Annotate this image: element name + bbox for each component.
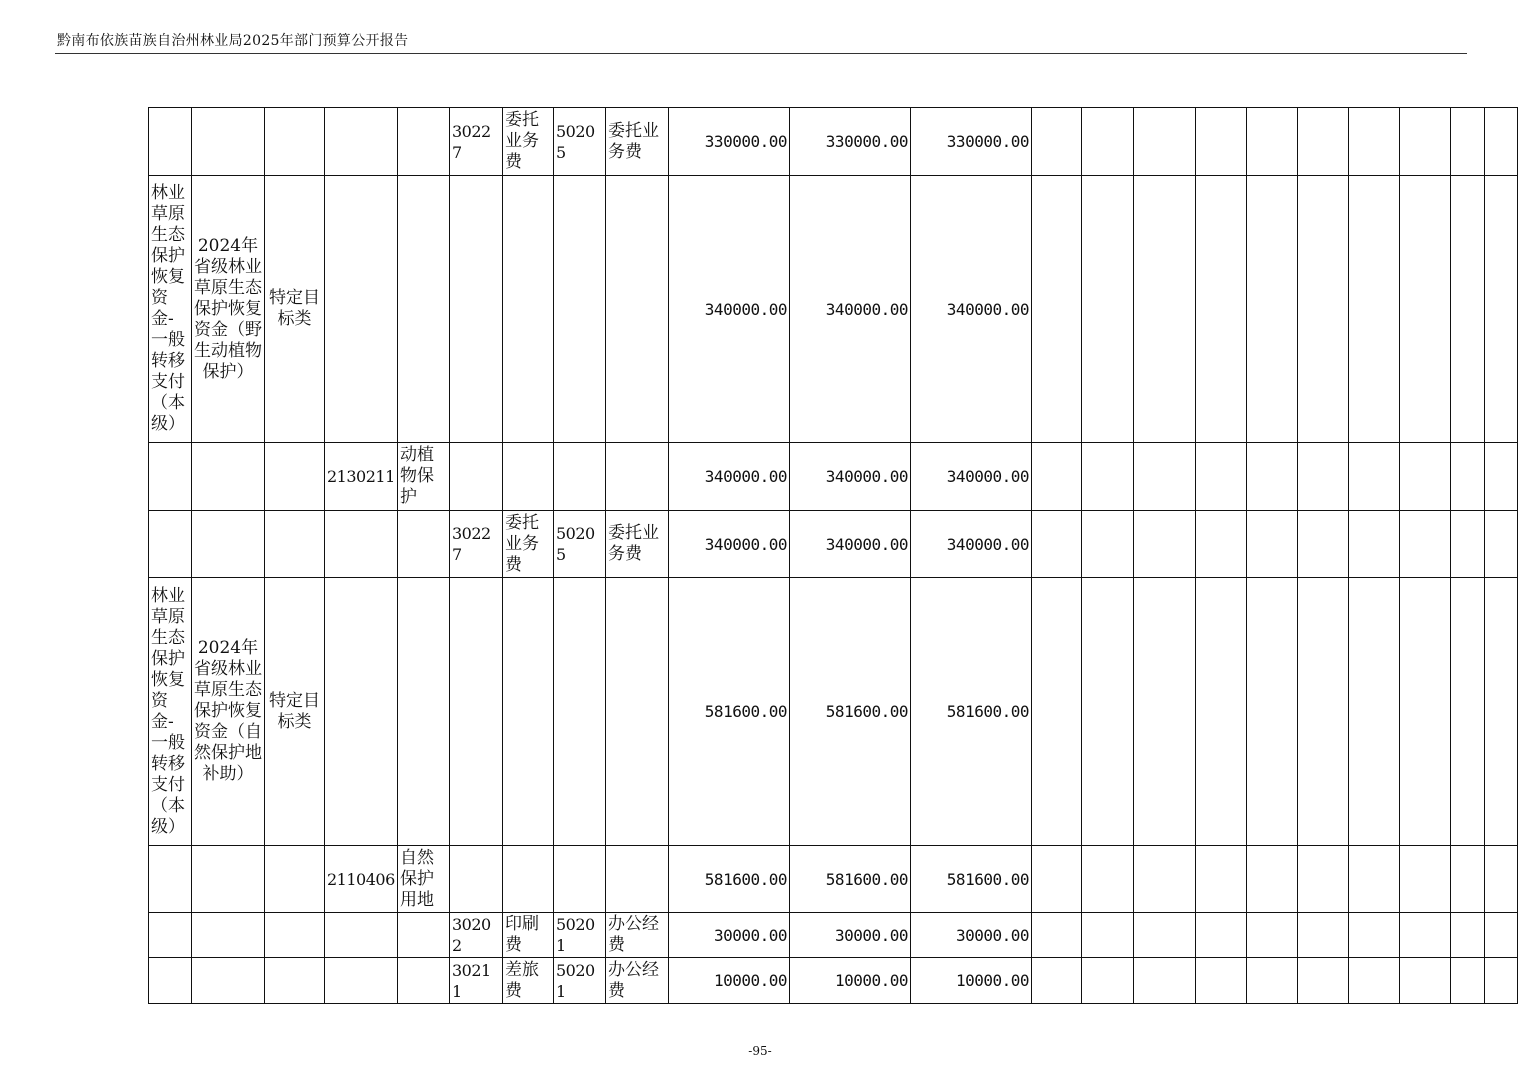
empty-cell	[1082, 846, 1134, 913]
general-budget-cell: 330000.00	[790, 108, 911, 176]
fund-source-cell	[149, 913, 192, 958]
dept-econ-code-cell: 30211	[450, 958, 503, 1004]
empty-cell	[1451, 443, 1485, 511]
empty-cell	[1134, 958, 1196, 1004]
empty-cell	[1247, 108, 1298, 176]
fiscal-appropriation-cell: 581600.00	[911, 578, 1032, 846]
empty-cell	[1134, 443, 1196, 511]
empty-cell	[1400, 578, 1451, 846]
empty-cell	[1298, 913, 1349, 958]
page-number: -95-	[748, 1044, 772, 1058]
project-name-cell	[192, 108, 265, 176]
empty-cell	[1400, 913, 1451, 958]
table-row	[149, 511, 1518, 578]
function-code-cell	[325, 176, 398, 443]
gov-econ-name-cell	[606, 443, 669, 511]
project-name-cell: 2024年省级林业草原生态保护恢复资金（自然保护地补助）	[192, 578, 265, 846]
table-row	[149, 913, 1518, 958]
empty-cell	[1196, 108, 1247, 176]
gov-econ-name-cell	[606, 578, 669, 846]
function-name-cell	[398, 578, 450, 846]
empty-cell	[1485, 443, 1518, 511]
empty-cell	[1451, 958, 1485, 1004]
dept-econ-code-cell: 30227	[450, 108, 503, 176]
project-category-cell	[265, 108, 325, 176]
fund-source-cell	[149, 958, 192, 1004]
general-budget-cell: 340000.00	[790, 176, 911, 443]
fund-source-cell	[149, 108, 192, 176]
table-row	[149, 108, 1518, 176]
project-category-cell: 特定目标类	[265, 176, 325, 443]
gov-econ-code-cell: 50205	[554, 511, 606, 578]
empty-cell	[1082, 108, 1134, 176]
empty-cell	[1349, 913, 1400, 958]
fund-source-cell	[149, 443, 192, 511]
table-row	[149, 176, 1518, 443]
function-name-cell	[398, 108, 450, 176]
function-code-cell	[325, 958, 398, 1004]
empty-cell	[1247, 511, 1298, 578]
fiscal-appropriation-cell: 30000.00	[911, 913, 1032, 958]
empty-cell	[1134, 108, 1196, 176]
empty-cell	[1451, 176, 1485, 443]
fiscal-appropriation-cell: 10000.00	[911, 958, 1032, 1004]
gov-econ-code-cell	[554, 176, 606, 443]
empty-cell	[1032, 108, 1082, 176]
project-name-cell	[192, 958, 265, 1004]
empty-cell	[1349, 511, 1400, 578]
empty-cell	[1349, 578, 1400, 846]
general-budget-cell: 340000.00	[790, 511, 911, 578]
function-code-cell: 2110406	[325, 846, 398, 913]
empty-cell	[1196, 913, 1247, 958]
total-amount-cell: 330000.00	[669, 108, 790, 176]
empty-cell	[1082, 958, 1134, 1004]
empty-cell	[1400, 846, 1451, 913]
empty-cell	[1485, 578, 1518, 846]
empty-cell	[1032, 578, 1082, 846]
gov-econ-code-cell	[554, 578, 606, 846]
empty-cell	[1400, 176, 1451, 443]
fiscal-appropriation-cell: 581600.00	[911, 846, 1032, 913]
table-row	[149, 443, 1518, 511]
empty-cell	[1082, 578, 1134, 846]
project-name-cell	[192, 511, 265, 578]
fund-source-cell	[149, 846, 192, 913]
empty-cell	[1485, 108, 1518, 176]
function-name-cell	[398, 511, 450, 578]
empty-cell	[1032, 846, 1082, 913]
dept-econ-code-cell: 30227	[450, 511, 503, 578]
dept-econ-name-cell: 差旅费	[503, 958, 554, 1004]
empty-cell	[1485, 958, 1518, 1004]
empty-cell	[1196, 443, 1247, 511]
project-category-cell	[265, 958, 325, 1004]
project-category-cell	[265, 511, 325, 578]
empty-cell	[1400, 108, 1451, 176]
empty-cell	[1298, 958, 1349, 1004]
general-budget-cell: 340000.00	[790, 443, 911, 511]
function-name-cell	[398, 176, 450, 443]
empty-cell	[1134, 846, 1196, 913]
project-category-cell	[265, 913, 325, 958]
dept-econ-code-cell	[450, 846, 503, 913]
empty-cell	[1349, 443, 1400, 511]
project-name-cell	[192, 913, 265, 958]
gov-econ-name-cell	[606, 846, 669, 913]
gov-econ-code-cell: 50201	[554, 958, 606, 1004]
empty-cell	[1196, 176, 1247, 443]
empty-cell	[1400, 958, 1451, 1004]
empty-cell	[1247, 958, 1298, 1004]
empty-cell	[1247, 846, 1298, 913]
empty-cell	[1451, 913, 1485, 958]
fiscal-appropriation-cell: 340000.00	[911, 443, 1032, 511]
function-name-cell: 动植物保护	[398, 443, 450, 511]
empty-cell	[1032, 511, 1082, 578]
general-budget-cell: 581600.00	[790, 846, 911, 913]
empty-cell	[1196, 578, 1247, 846]
empty-cell	[1134, 176, 1196, 443]
dept-econ-name-cell	[503, 846, 554, 913]
dept-econ-name-cell	[503, 443, 554, 511]
empty-cell	[1032, 913, 1082, 958]
function-name-cell	[398, 958, 450, 1004]
dept-econ-name-cell: 印刷费	[503, 913, 554, 958]
function-code-cell	[325, 108, 398, 176]
dept-econ-code-cell	[450, 578, 503, 846]
empty-cell	[1196, 958, 1247, 1004]
function-code-cell	[325, 511, 398, 578]
gov-econ-code-cell	[554, 443, 606, 511]
report-header-title: 黔南布依族苗族自治州林业局2025年部门预算公开报告	[57, 33, 409, 49]
empty-cell	[1247, 913, 1298, 958]
dept-econ-name-cell: 委托业务费	[503, 108, 554, 176]
total-amount-cell: 340000.00	[669, 176, 790, 443]
empty-cell	[1134, 578, 1196, 846]
fund-source-cell: 林业草原生态保护恢复资金-一般转移支付（本级）	[149, 176, 192, 443]
dept-econ-name-cell: 委托业务费	[503, 511, 554, 578]
empty-cell	[1196, 511, 1247, 578]
empty-cell	[1400, 443, 1451, 511]
dept-econ-code-cell	[450, 443, 503, 511]
empty-cell	[1082, 913, 1134, 958]
empty-cell	[1032, 958, 1082, 1004]
total-amount-cell: 581600.00	[669, 578, 790, 846]
empty-cell	[1349, 958, 1400, 1004]
fiscal-appropriation-cell: 340000.00	[911, 176, 1032, 443]
empty-cell	[1400, 511, 1451, 578]
empty-cell	[1134, 913, 1196, 958]
gov-econ-name-cell	[606, 176, 669, 443]
fund-source-cell: 林业草原生态保护恢复资金-一般转移支付（本级）	[149, 578, 192, 846]
empty-cell	[1196, 846, 1247, 913]
budget-table	[148, 107, 1518, 1004]
empty-cell	[1451, 846, 1485, 913]
fiscal-appropriation-cell: 340000.00	[911, 511, 1032, 578]
empty-cell	[1451, 578, 1485, 846]
general-budget-cell: 581600.00	[790, 578, 911, 846]
empty-cell	[1451, 511, 1485, 578]
gov-econ-name-cell: 委托业务费	[606, 108, 669, 176]
gov-econ-name-cell: 办公经费	[606, 913, 669, 958]
function-code-cell	[325, 913, 398, 958]
gov-econ-name-cell: 委托业务费	[606, 511, 669, 578]
project-category-cell	[265, 443, 325, 511]
empty-cell	[1082, 176, 1134, 443]
empty-cell	[1298, 108, 1349, 176]
total-amount-cell: 581600.00	[669, 846, 790, 913]
function-code-cell	[325, 578, 398, 846]
table-row	[149, 958, 1518, 1004]
empty-cell	[1247, 578, 1298, 846]
gov-econ-code-cell	[554, 846, 606, 913]
gov-econ-name-cell: 办公经费	[606, 958, 669, 1004]
empty-cell	[1485, 511, 1518, 578]
empty-cell	[1298, 511, 1349, 578]
gov-econ-code-cell: 50201	[554, 913, 606, 958]
empty-cell	[1247, 443, 1298, 511]
empty-cell	[1349, 846, 1400, 913]
dept-econ-code-cell: 30202	[450, 913, 503, 958]
dept-econ-code-cell	[450, 176, 503, 443]
project-category-cell	[265, 846, 325, 913]
project-name-cell	[192, 443, 265, 511]
project-name-cell: 2024年省级林业草原生态保护恢复资金（野生动植物保护）	[192, 176, 265, 443]
total-amount-cell: 340000.00	[669, 511, 790, 578]
function-code-cell: 2130211	[325, 443, 398, 511]
general-budget-cell: 10000.00	[790, 958, 911, 1004]
function-name-cell	[398, 913, 450, 958]
empty-cell	[1032, 176, 1082, 443]
empty-cell	[1451, 108, 1485, 176]
gov-econ-code-cell: 50205	[554, 108, 606, 176]
table-row	[149, 846, 1518, 913]
empty-cell	[1032, 443, 1082, 511]
empty-cell	[1082, 511, 1134, 578]
empty-cell	[1247, 176, 1298, 443]
empty-cell	[1485, 176, 1518, 443]
project-category-cell: 特定目标类	[265, 578, 325, 846]
empty-cell	[1298, 443, 1349, 511]
empty-cell	[1485, 913, 1518, 958]
fiscal-appropriation-cell: 330000.00	[911, 108, 1032, 176]
total-amount-cell: 340000.00	[669, 443, 790, 511]
empty-cell	[1298, 846, 1349, 913]
empty-cell	[1485, 846, 1518, 913]
header-divider	[55, 53, 1467, 54]
dept-econ-name-cell	[503, 176, 554, 443]
total-amount-cell: 10000.00	[669, 958, 790, 1004]
function-name-cell: 自然保护用地	[398, 846, 450, 913]
empty-cell	[1349, 108, 1400, 176]
fund-source-cell	[149, 511, 192, 578]
empty-cell	[1134, 511, 1196, 578]
empty-cell	[1298, 176, 1349, 443]
empty-cell	[1298, 578, 1349, 846]
table-row	[149, 578, 1518, 846]
total-amount-cell: 30000.00	[669, 913, 790, 958]
general-budget-cell: 30000.00	[790, 913, 911, 958]
empty-cell	[1349, 176, 1400, 443]
project-name-cell	[192, 846, 265, 913]
dept-econ-name-cell	[503, 578, 554, 846]
empty-cell	[1082, 443, 1134, 511]
